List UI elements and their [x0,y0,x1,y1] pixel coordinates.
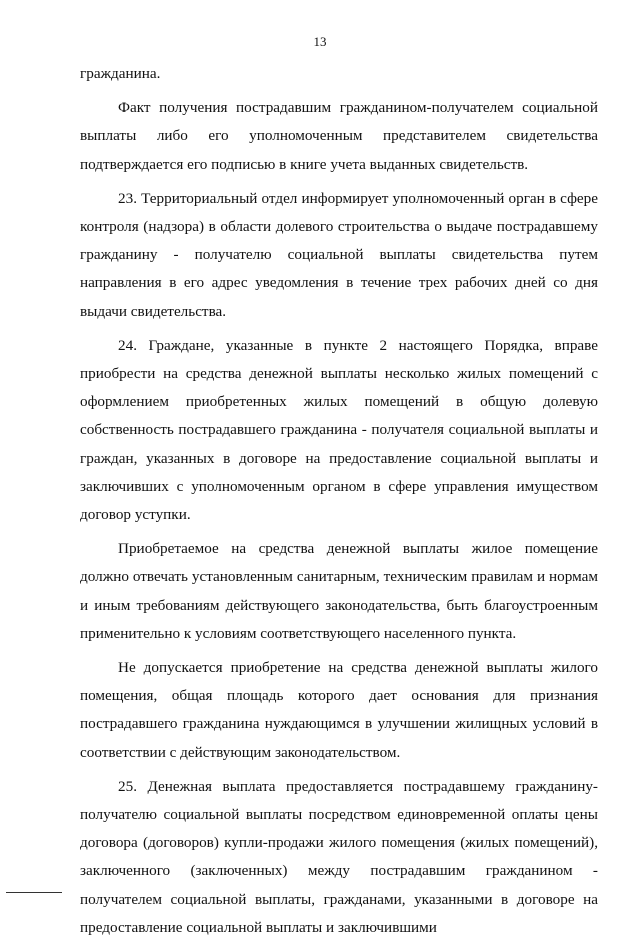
paragraph-receipt-confirmation: Факт получения пострадавшим гражданином-получателем социальной выплаты либо его уполномоченным представителем свидетельства подтверждается его подписью в книге учета выданных свидетельств. [80,99,598,173]
paragraph-item-24: 24. Граждане, указанные в пункте 2 настоящего Порядка, вправе приобрести на средства денежной выплаты несколько жилых помещений с оформлением приобретенных жилых помещений в общую долевую собственность пострадавшего гражданина - получателя социальной выплаты и граждан, указанных в договоре на предоставление социальной выплаты и заключивших с уполномоченным органом в сфере управления имуществом договор уступки. [80,336,598,524]
footer-rule [6,892,62,893]
document-body [80,60,598,942]
paragraph-item-23: 23. Территориальный отдел информирует уполномоченный орган в сфере контроля (надзора) в области долевого строительства о выдаче пострадавшему гражданину - получателю социальной выплаты свидетельства путем направления в его адрес уведомления в течение трех рабочих дней со дня выдачи свидетельства. [80,189,598,320]
paragraph-continuation: гражданина. [80,65,161,82]
paragraph-housing-requirements: Приобретаемое на средства денежной выплаты жилое помещение должно отвечать установленным санитарным, техническим правилам и нормам и иным требованиям действующего законодательства, быть благоустроенным применительно к условиям соответствующего населенного пункта. [80,540,598,642]
page-number: 13 [313,34,327,49]
paragraph-purchase-restriction: Не допускается приобретение на средства денежной выплаты жилого помещения, общая площадь которого дает основания для признания пострадавшего гражданина нуждающимся в улучшении жилищных условий в соответствии с действующим законодательством. [80,659,598,761]
paragraph-item-25: 25. Денежная выплата предоставляется пострадавшему гражданину-получателю социальной выплаты посредством единовременной оплаты цены договора (договоров) купли-продажи жилого помещения (жилых помещений), заключенного (заключенных) между пострадавшим гражданином - получателем социальной выплаты, гражданами, указанными в договоре на предоставление социальной выплаты и заключившими [80,777,598,936]
